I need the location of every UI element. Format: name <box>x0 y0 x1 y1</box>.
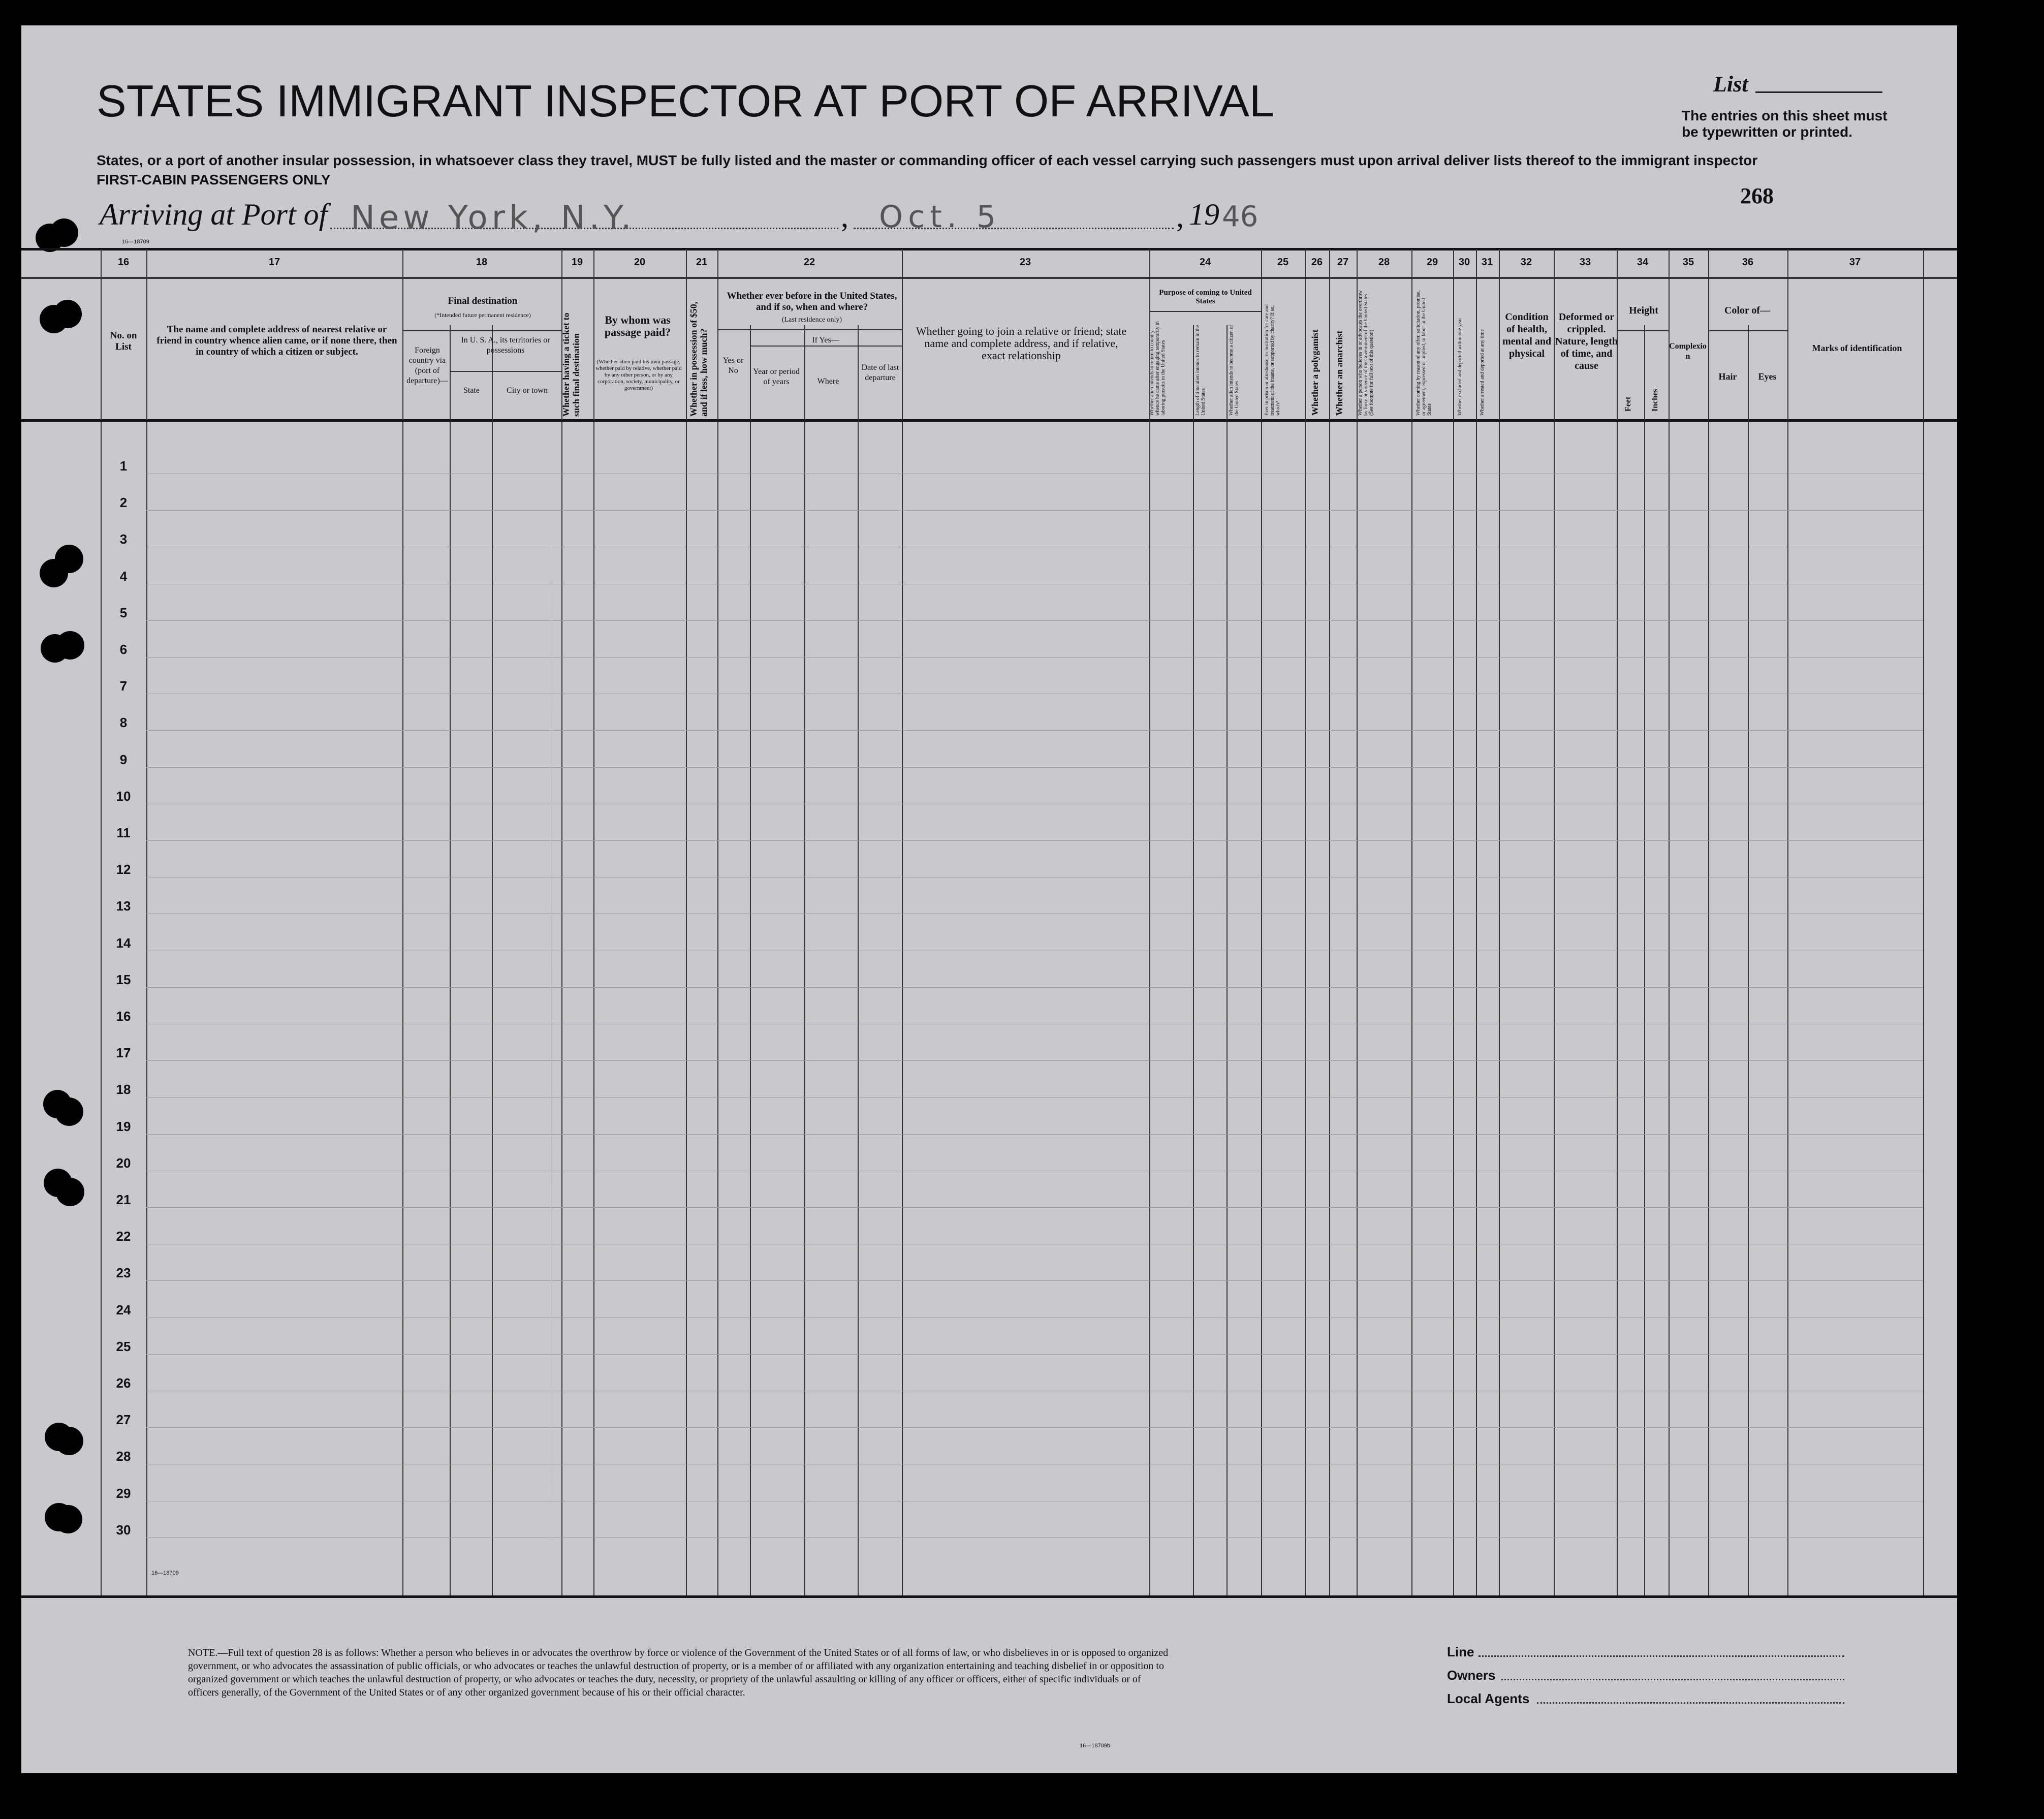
row-rule <box>146 1134 1923 1135</box>
row-number: 11 <box>116 825 131 840</box>
col19-header: Whether having a ticket to such final destination <box>561 312 581 417</box>
subheader-rule <box>450 371 561 372</box>
question-28-note: NOTE.—Full text of question 28 is as follows: Whether a person who believes in or advocates the overthrow by force or violence of the Government of the United States or of all forms of law, or who disbelieves in or is opposed to organized government, or who advocates the assassination of public officials, or who advocates or teaches the unlawful destruction of property, or is a member of or affiliated with any organization entertaining and teaching disbelief in or opposition to organized government or which teaches the unlawful destruction of property, or who advocates or teaches the duty, necessity, or propriety of the unlawful assaulting or killing of any officer or officers, either of specific individuals or of officers generally, of the Government of the United States or of any other organized government because of his or their official character. <box>188 1647 1169 1698</box>
column-number: 26 <box>1311 257 1323 268</box>
row-rule <box>146 620 1923 621</box>
column-rule <box>717 249 718 1595</box>
col29-header: Whether coming by reason of any offer, solicitation, promise, or agreement, expressed or implied, to labor in the United States <box>1416 290 1432 416</box>
column-rule <box>1748 325 1749 1595</box>
punch-hole <box>50 218 78 247</box>
col22-yesno: Yes or No <box>722 356 744 375</box>
column-rule <box>1149 249 1150 1595</box>
row-number: 23 <box>116 1265 131 1281</box>
subheader-rule <box>717 329 902 330</box>
col34-title: Height <box>1629 305 1658 316</box>
table-top-rule <box>21 248 1957 250</box>
row-number: 22 <box>116 1229 131 1244</box>
row-number: 2 <box>119 495 128 511</box>
col24-b: Length of time alien intends to remain in the United States <box>1195 325 1206 416</box>
column-rule <box>858 325 859 1595</box>
column-number: 24 <box>1199 257 1211 268</box>
page-number: 268 <box>1740 183 1774 208</box>
col18-state: State <box>463 386 480 395</box>
col28-header: Whether a person who believes in or advocates the overthrow by force or violence of the Government of the United States (See footnote for full text of this question) <box>1358 290 1374 416</box>
col20-title: By whom was passage paid? <box>604 313 671 338</box>
owners-label: Owners <box>1447 1668 1496 1683</box>
column-rule <box>1305 249 1306 1595</box>
column-number: 36 <box>1742 257 1754 268</box>
col18-note: (*Intended future permanent residence) <box>434 311 531 319</box>
year-prefix: 19 <box>1189 198 1219 231</box>
col22-note: (Last residence only) <box>781 316 842 324</box>
column-number: 20 <box>634 257 646 268</box>
colnum-rule <box>21 277 1957 279</box>
col22-ifyes: If Yes— <box>812 336 839 344</box>
column-number: 34 <box>1637 257 1649 268</box>
col36-title: Color of— <box>1724 305 1771 316</box>
column-rule <box>450 325 451 1595</box>
column-rule <box>492 325 493 1595</box>
col35-header: Complexion <box>1669 342 1707 361</box>
subheader-rule <box>402 330 561 331</box>
row-rule <box>146 730 1923 731</box>
col34-inches: Inches <box>1651 389 1659 412</box>
row-rule <box>146 1427 1923 1428</box>
row-rule <box>146 987 1923 988</box>
col18-foreign: Foreign country via (port of departure)— <box>406 346 448 385</box>
column-number: 25 <box>1277 257 1289 268</box>
table-bottom-rule <box>21 1595 1957 1598</box>
port-handwritten: New York, N.Y. <box>351 199 636 237</box>
column-number: 17 <box>268 257 280 268</box>
row-number: 26 <box>116 1375 131 1391</box>
col36-hair: Hair <box>1718 371 1737 382</box>
punch-hole <box>54 1505 82 1533</box>
punch-hole <box>55 545 83 573</box>
owners-field <box>1501 1679 1844 1680</box>
row-number: 28 <box>116 1449 131 1464</box>
row-rule <box>146 1060 1923 1061</box>
column-rule <box>101 249 102 1595</box>
row-rule <box>146 1354 1923 1355</box>
row-number: 10 <box>116 788 131 804</box>
col31-header: Whether arrested and deported at any time <box>1480 329 1485 416</box>
row-number: 9 <box>119 751 128 767</box>
col24-title: Purpose of coming to United States <box>1159 289 1252 305</box>
column-rule <box>1554 249 1555 1595</box>
row-number: 6 <box>119 642 128 657</box>
col17-header: The name and complete address of nearest relative or friend in country whence alien came, or if none there, then in country of which a citizen or subject. <box>156 324 397 357</box>
col37-header: Marks of identification <box>1812 343 1902 353</box>
col21-header: Whether in possession of $50, and if less, how much? <box>688 301 709 417</box>
note-code: 16—18709b <box>1080 1743 1110 1749</box>
column-rule <box>804 325 805 1595</box>
entries-note-line2: be typewritten or printed. <box>1682 124 1853 140</box>
manifest-sheet <box>21 25 1957 1773</box>
column-rule <box>1923 249 1924 1595</box>
column-rule <box>1617 249 1618 1595</box>
row-number: 14 <box>116 935 131 951</box>
column-rule <box>686 249 687 1595</box>
form-code-bottom: 16—18709 <box>151 1570 179 1576</box>
column-rule <box>402 249 403 1595</box>
col22-date: Date of last departure <box>861 363 899 382</box>
column-number: 16 <box>117 257 130 268</box>
date-handwritten: Oct. 5 <box>879 199 1001 235</box>
col33-header: Deformed or crippled. Nature, length of time, and cause <box>1555 311 1618 371</box>
col26-header: Whether a polygamist <box>1310 329 1320 416</box>
subheader-rule <box>1617 330 1669 331</box>
col27-header: Whether an anarchist <box>1334 330 1344 416</box>
row-number: 5 <box>119 605 128 620</box>
local-agents-field <box>1537 1702 1844 1704</box>
row-number: 29 <box>116 1485 131 1501</box>
row-number: 16 <box>116 1009 131 1024</box>
row-number: 1 <box>119 458 128 474</box>
row-number: 20 <box>116 1155 131 1171</box>
subheader-rule <box>1708 330 1787 331</box>
col24-a: Whether alien intends to return to country whence he came after engaging temporarily in laboring pursuits in the United States <box>1149 321 1166 416</box>
row-rule <box>146 510 1923 511</box>
column-rule <box>1644 325 1645 1595</box>
punch-hole <box>53 300 82 328</box>
entries-note-line1: The entries on this sheet must <box>1682 108 1888 123</box>
column-rule <box>593 249 594 1595</box>
column-number: 19 <box>571 257 583 268</box>
punch-hole <box>55 1427 83 1455</box>
row-rule <box>146 840 1923 841</box>
column-number: 23 <box>1019 257 1031 268</box>
column-rule <box>1261 249 1262 1595</box>
col18-usa: In U. S. A., its territories or possessions <box>461 336 550 355</box>
column-number: 21 <box>696 257 708 268</box>
col23-header: Whether going to join a relative or friend; state name and complete address, and if relative, exact relationship <box>916 325 1127 362</box>
row-number: 24 <box>116 1302 131 1318</box>
row-number: 21 <box>116 1192 131 1207</box>
column-rule <box>1329 249 1330 1595</box>
column-rule <box>1357 249 1358 1595</box>
subheader-rule <box>1149 311 1261 312</box>
row-number: 4 <box>119 568 128 584</box>
column-rule <box>146 249 147 1595</box>
col18-city: City or town <box>507 386 548 395</box>
column-rule <box>561 249 562 1595</box>
column-rule <box>902 249 903 1595</box>
row-number: 3 <box>119 531 128 547</box>
row-number: 15 <box>116 971 131 987</box>
column-number: 27 <box>1337 257 1349 268</box>
comma: , <box>1176 200 1184 233</box>
form-code-top: 16—18709 <box>122 239 149 245</box>
row-rule <box>146 1207 1923 1208</box>
col22-where: Where <box>817 377 839 386</box>
col16-header: No. on List <box>110 330 137 352</box>
row-number: 8 <box>119 715 128 731</box>
column-number: 33 <box>1579 257 1591 268</box>
column-rule <box>1708 249 1709 1595</box>
row-number: 19 <box>116 1118 131 1134</box>
column-rule <box>1411 249 1412 1595</box>
line-field <box>1479 1655 1844 1657</box>
subheader-rule <box>750 346 902 347</box>
punch-hole <box>56 1178 84 1206</box>
punch-hole <box>56 631 84 660</box>
column-rule <box>1476 249 1477 1595</box>
column-number: 31 <box>1481 257 1493 268</box>
arriving-label: Arriving at Port of <box>100 198 328 231</box>
column-rule <box>1669 249 1670 1595</box>
row-number: 7 <box>119 678 128 694</box>
column-number: 18 <box>476 257 488 268</box>
col18-title: Final destination <box>448 296 518 306</box>
col25-header: Ever in prison or almshouse, or institution for care and treatment of the insane, or supported by charity? If so, which? <box>1264 304 1281 416</box>
column-rule <box>1499 249 1500 1595</box>
column-number: 22 <box>803 257 815 268</box>
list-number-line <box>1755 91 1882 93</box>
col22-year: Year or period of years <box>753 367 800 386</box>
row-rule <box>146 1280 1923 1281</box>
column-rule <box>1453 249 1454 1595</box>
column-number: 32 <box>1520 257 1532 268</box>
row-rule <box>146 767 1923 768</box>
entries-note <box>1682 108 1888 140</box>
form-title: STATES IMMIGRANT INSPECTOR AT PORT OF ARRIVAL <box>97 76 1274 126</box>
paper-fold <box>551 539 552 1555</box>
column-number: 29 <box>1426 257 1438 268</box>
column-number: 37 <box>1849 257 1861 268</box>
row-number: 30 <box>116 1522 131 1538</box>
local-agents-label: Local Agents <box>1447 1691 1530 1706</box>
punch-hole <box>55 1097 83 1126</box>
column-rule <box>750 325 751 1595</box>
list-label: List <box>1713 72 1748 97</box>
year-handwritten: 46 <box>1222 200 1259 233</box>
col36-eyes: Eyes <box>1758 371 1777 382</box>
row-number: 27 <box>116 1412 131 1428</box>
column-rule <box>1193 325 1194 1595</box>
first-cabin-label: FIRST-CABIN PASSENGERS ONLY <box>97 172 331 187</box>
comma: , <box>841 200 848 233</box>
col32-header: Condition of health, mental and physical <box>1502 311 1552 359</box>
column-number: 28 <box>1378 257 1390 268</box>
row-number: 12 <box>116 862 131 877</box>
row-number: 17 <box>116 1045 131 1061</box>
column-number: 35 <box>1682 257 1694 268</box>
row-number: 13 <box>116 898 131 914</box>
column-rule <box>1227 325 1228 1595</box>
col34-feet: Feet <box>1624 396 1632 412</box>
line-label: Line <box>1447 1644 1474 1659</box>
col30-header: Whether excluded and deported within one year <box>1457 318 1463 416</box>
row-number: 18 <box>116 1082 131 1097</box>
col22-title: Whether ever before in the United States, and if so, when and where? <box>727 291 897 312</box>
header-bottom-rule <box>21 419 1957 422</box>
form-subtitle: States, or a port of another insular possession, in whatsoever class they travel, MUST be fully listed and the master or commanding officer of each vessel carrying such passengers must upon arrival deliver lists thereof to the immigrant inspector <box>97 152 1758 168</box>
row-number: 25 <box>116 1338 131 1354</box>
column-rule <box>1787 249 1788 1595</box>
col24-c: Whether alien intends to become a citizen of the United States <box>1229 325 1240 416</box>
column-number: 30 <box>1458 257 1470 268</box>
col20-note: (Whether alien paid his own passage, whether paid by relative, whether paid by any other person, or by any corporation, society, municipality, or government) <box>595 359 682 391</box>
